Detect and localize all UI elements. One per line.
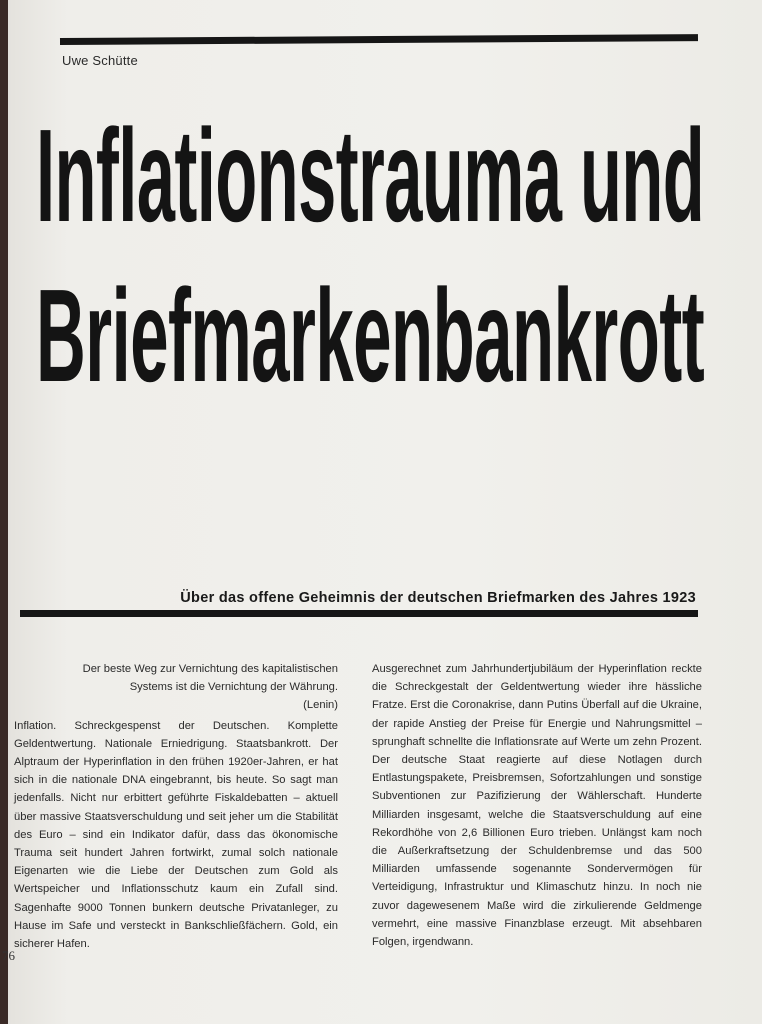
page-number: 76 [2, 948, 15, 963]
book-page [2, 0, 762, 1024]
article-subtitle: Über das offene Geheimnis der deutschen Briefmarken des Jahres 1923 [180, 590, 696, 606]
subtitle-rule [20, 610, 698, 617]
left-column [14, 660, 338, 953]
right-column-text: Ausgerechnet zum Jahrhundertjubiläum der Hyperinflation reckte die Schreckgestalt der Geldentwertung wieder ihre hässliche Fratze. Erst die Coronakrise, dann Putins Überfall auf die Ukraine, der rapide Anstieg der Preise für Energie und Nahrungsmittel – sprunghaft schnellte die Inflationsrate auf Werte um zehn Prozent. Der deutsche Staat reagierte auf diese Notlagen durch Entlastungspakete, Preisbremsen, Sofortzahlungen und sonstige Subventionen zur Pazifizierung der Wählerschaft. Hunderte Milliarden insgesamt, welche die Staatsverschuldung auf eine Rekordhöhe von 2,6 Billionen Euro trieben. Unlängst kam noch die Außerkraftsetzung der Schuldenbremse und das 500 Milliarden umfassende sogenannte Sondervermögen für Verteidigung, Infrastruktur und Klimaschutz hinzu. In noch nie zuvor dagewesenem Maße wird die zirkulierende Geldmenge vermehrt, eine massive Finanzblase erzeugt. Mit absehbaren Folgen, irgendwann. [372, 663, 702, 949]
epigraph-source: (Lenin) [303, 699, 338, 712]
epigraph [14, 660, 338, 715]
author-name: Uwe Schütte [62, 53, 138, 68]
right-column [372, 660, 702, 951]
title-line-2: Briefmarkenbankrott [36, 262, 705, 409]
left-column-text: Inflation. Schreckgespenst der Deutschen. Komplette Geldentwertung. Nationale Erniedrigung. Staatsbankrott. Der Alptraum der Hyperinflation in den frühen 1920er-Jahren, er hat sich in die nationale DNA eingebrannt, bis heute. So sagt man jedenfalls. Nicht nur erbittert geführte Fiskaldebatten – aktuell über massive Staatsverschuldung und seit jeher um die Stabilität des Euro – sind ein Indikator dafür, dass das ökonomische Trauma seit hundert Jahren fortwirkt, zumal solch nationale Eigenarten wie die Liebe der Deutschen zum Gold als Wertspeicher und Inflationsschutz kaum ein Zufall sind. Sagenhafte 9000 Tonnen bunkern deutsche Privatanleger, zu Hause im Safe und versteckt in Bankschließfächern. Gold, ein sicherer Hafen. [14, 719, 338, 951]
article-title [36, 96, 704, 416]
title-line-1: Inflationstrauma und [36, 102, 705, 249]
epigraph-line-2: Systems ist die Vernichtung der Währung. [129, 681, 338, 694]
top-rule [60, 34, 698, 45]
epigraph-line-1: Der beste Weg zur Vernichtung des kapitalistischen [82, 663, 338, 675]
